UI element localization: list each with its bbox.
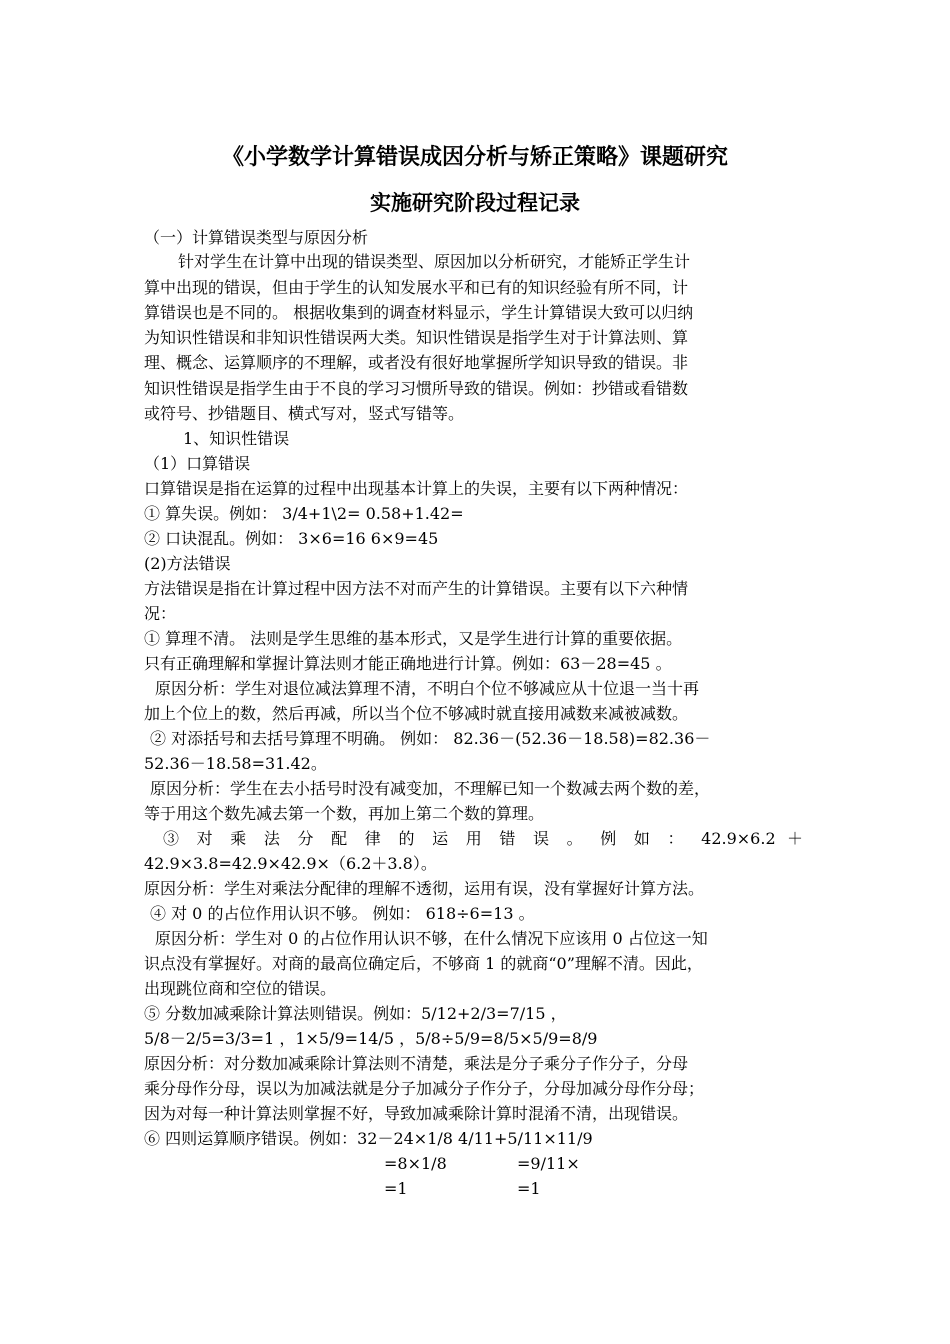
paragraph-line: 原因分析：学生对 0 的占位作用认识不够，在什么情况下应该用 0 占位这一知	[155, 929, 708, 948]
paragraph-line: 原因分析：学生对退位减法算理不清，不明白个位不够减应从十位退一当十再	[155, 679, 700, 698]
section-heading: （一）计算错误类型与原因分析	[144, 228, 369, 247]
paragraph-line: 口算错误是指在运算的过程中出现基本计算上的失误，主要有以下两种情况：	[144, 479, 689, 498]
document-subtitle: 实施研究阶段过程记录	[370, 191, 580, 215]
list-item: ⑥ 四则运算顺序错误。例如：32－24×1/8 4/11+5/11×11/9	[144, 1129, 593, 1148]
subsection-heading: （1）口算错误	[144, 454, 251, 473]
paragraph-line: 理、概念、运算顺序的不理解，或者没有很好地掌握所学知识导致的错误。非	[144, 353, 689, 372]
paragraph-line: 况：	[144, 604, 177, 623]
paragraph-line: 原因分析：对分数加减乘除计算法则不清楚，乘法是分子乘分子作分子，分母	[144, 1054, 689, 1073]
calc-step: =9/11×	[517, 1154, 580, 1173]
list-item: ② 口诀混乱。例如： 3×6=16 6×9=45	[144, 529, 439, 548]
paragraph-line: 或符号、抄错题目、横式写对，竖式写错等。	[144, 404, 465, 423]
list-item: ① 算失误。例如： 3/4+1\2= 0.58+1.42=	[144, 504, 464, 523]
paragraph-line: 因为对每一种计算法则掌握不好，导致加减乘除计算时混淆不清，出现错误。	[144, 1104, 689, 1123]
list-item: ⑤ 分数加减乘除计算法则错误。例如：5/12+2/3=7/15 ，	[144, 1004, 567, 1023]
paragraph-line: 针对学生在计算中出现的错误类型、原因加以分析研究，才能矫正学生计	[178, 252, 691, 271]
paragraph-line: 等于用这个数先减去第一个数，再加上第二个数的算理。	[144, 804, 545, 823]
paragraph-line: 5/8－2/5=3/3=1 ，1×5/9=14/5 ，5/8÷5/9=8/5×5/9=8/9	[144, 1029, 598, 1048]
list-item: ① 算理不清。 法则是学生思维的基本形式，又是学生进行计算的重要依据。	[144, 629, 683, 648]
document-title: 《小学数学计算错误成因分析与矫正策略》课题研究	[221, 145, 728, 170]
paragraph-line: 加上个位上的数，然后再减，所以当个位不够减时就直接用减数来减被减数。	[144, 704, 689, 723]
calc-step: =8×1/8	[384, 1154, 447, 1173]
paragraph-line: 原因分析：学生对乘法分配律的理解不透彻，运用有误，没有掌握好计算方法。	[144, 879, 705, 898]
paragraph-line: 算错误也是不同的。 根据收集到的调查材料显示，学生计算错误大致可以归纳	[144, 303, 694, 322]
list-item: ② 对添括号和去括号算理不明确。 例如： 82.36－(52.36－18.58)=82.36－	[150, 729, 711, 748]
paragraph-line: 52.36－18.58=31.42。	[144, 754, 327, 773]
paragraph-line: 识点没有掌握好。对商的最高位确定后，不够商 1 的就商“0”理解不清。因此，	[144, 954, 703, 973]
calc-step: =1	[384, 1179, 408, 1198]
list-item: ③ 对 乘 法 分 配 律 的 运 用 错 误 。 例 如 ： 42.9×6.2 ＋	[163, 829, 803, 848]
calc-step: =1	[517, 1179, 541, 1198]
paragraph-line: 只有正确理解和掌握计算法则才能正确地进行计算。例如：63－28=45 。	[144, 654, 672, 673]
paragraph-line: 方法错误是指在计算过程中因方法不对而产生的计算错误。主要有以下六种情	[144, 579, 689, 598]
paragraph-line: 为知识性错误和非知识性错误两大类。知识性错误是指学生对于计算法则、算	[144, 328, 689, 347]
paragraph-line: 出现跳位商和空位的错误。	[144, 979, 337, 998]
subsection-heading: 1、知识性错误	[183, 429, 290, 448]
paragraph-line: 原因分析：学生在去小括号时没有减变加，不理解已知一个数减去两个数的差，	[150, 779, 711, 798]
list-item: ④ 对 0 的占位作用认识不够。 例如： 618÷6=13 。	[150, 904, 535, 923]
paragraph-line: 知识性错误是指学生由于不良的学习习惯所导致的错误。例如：抄错或看错数	[144, 379, 689, 398]
paragraph-line: 乘分母作分母，误以为加减法就是分子加减分子作分子，分母加减分母作分母；	[144, 1079, 705, 1098]
subsection-heading: (2)方法错误	[144, 554, 231, 573]
paragraph-line: 42.9×3.8=42.9×42.9×（6.2＋3.8）。	[144, 854, 437, 873]
paragraph-line: 算中出现的错误，但由于学生的认知发展水平和已有的知识经验有所不同，计	[144, 278, 689, 297]
